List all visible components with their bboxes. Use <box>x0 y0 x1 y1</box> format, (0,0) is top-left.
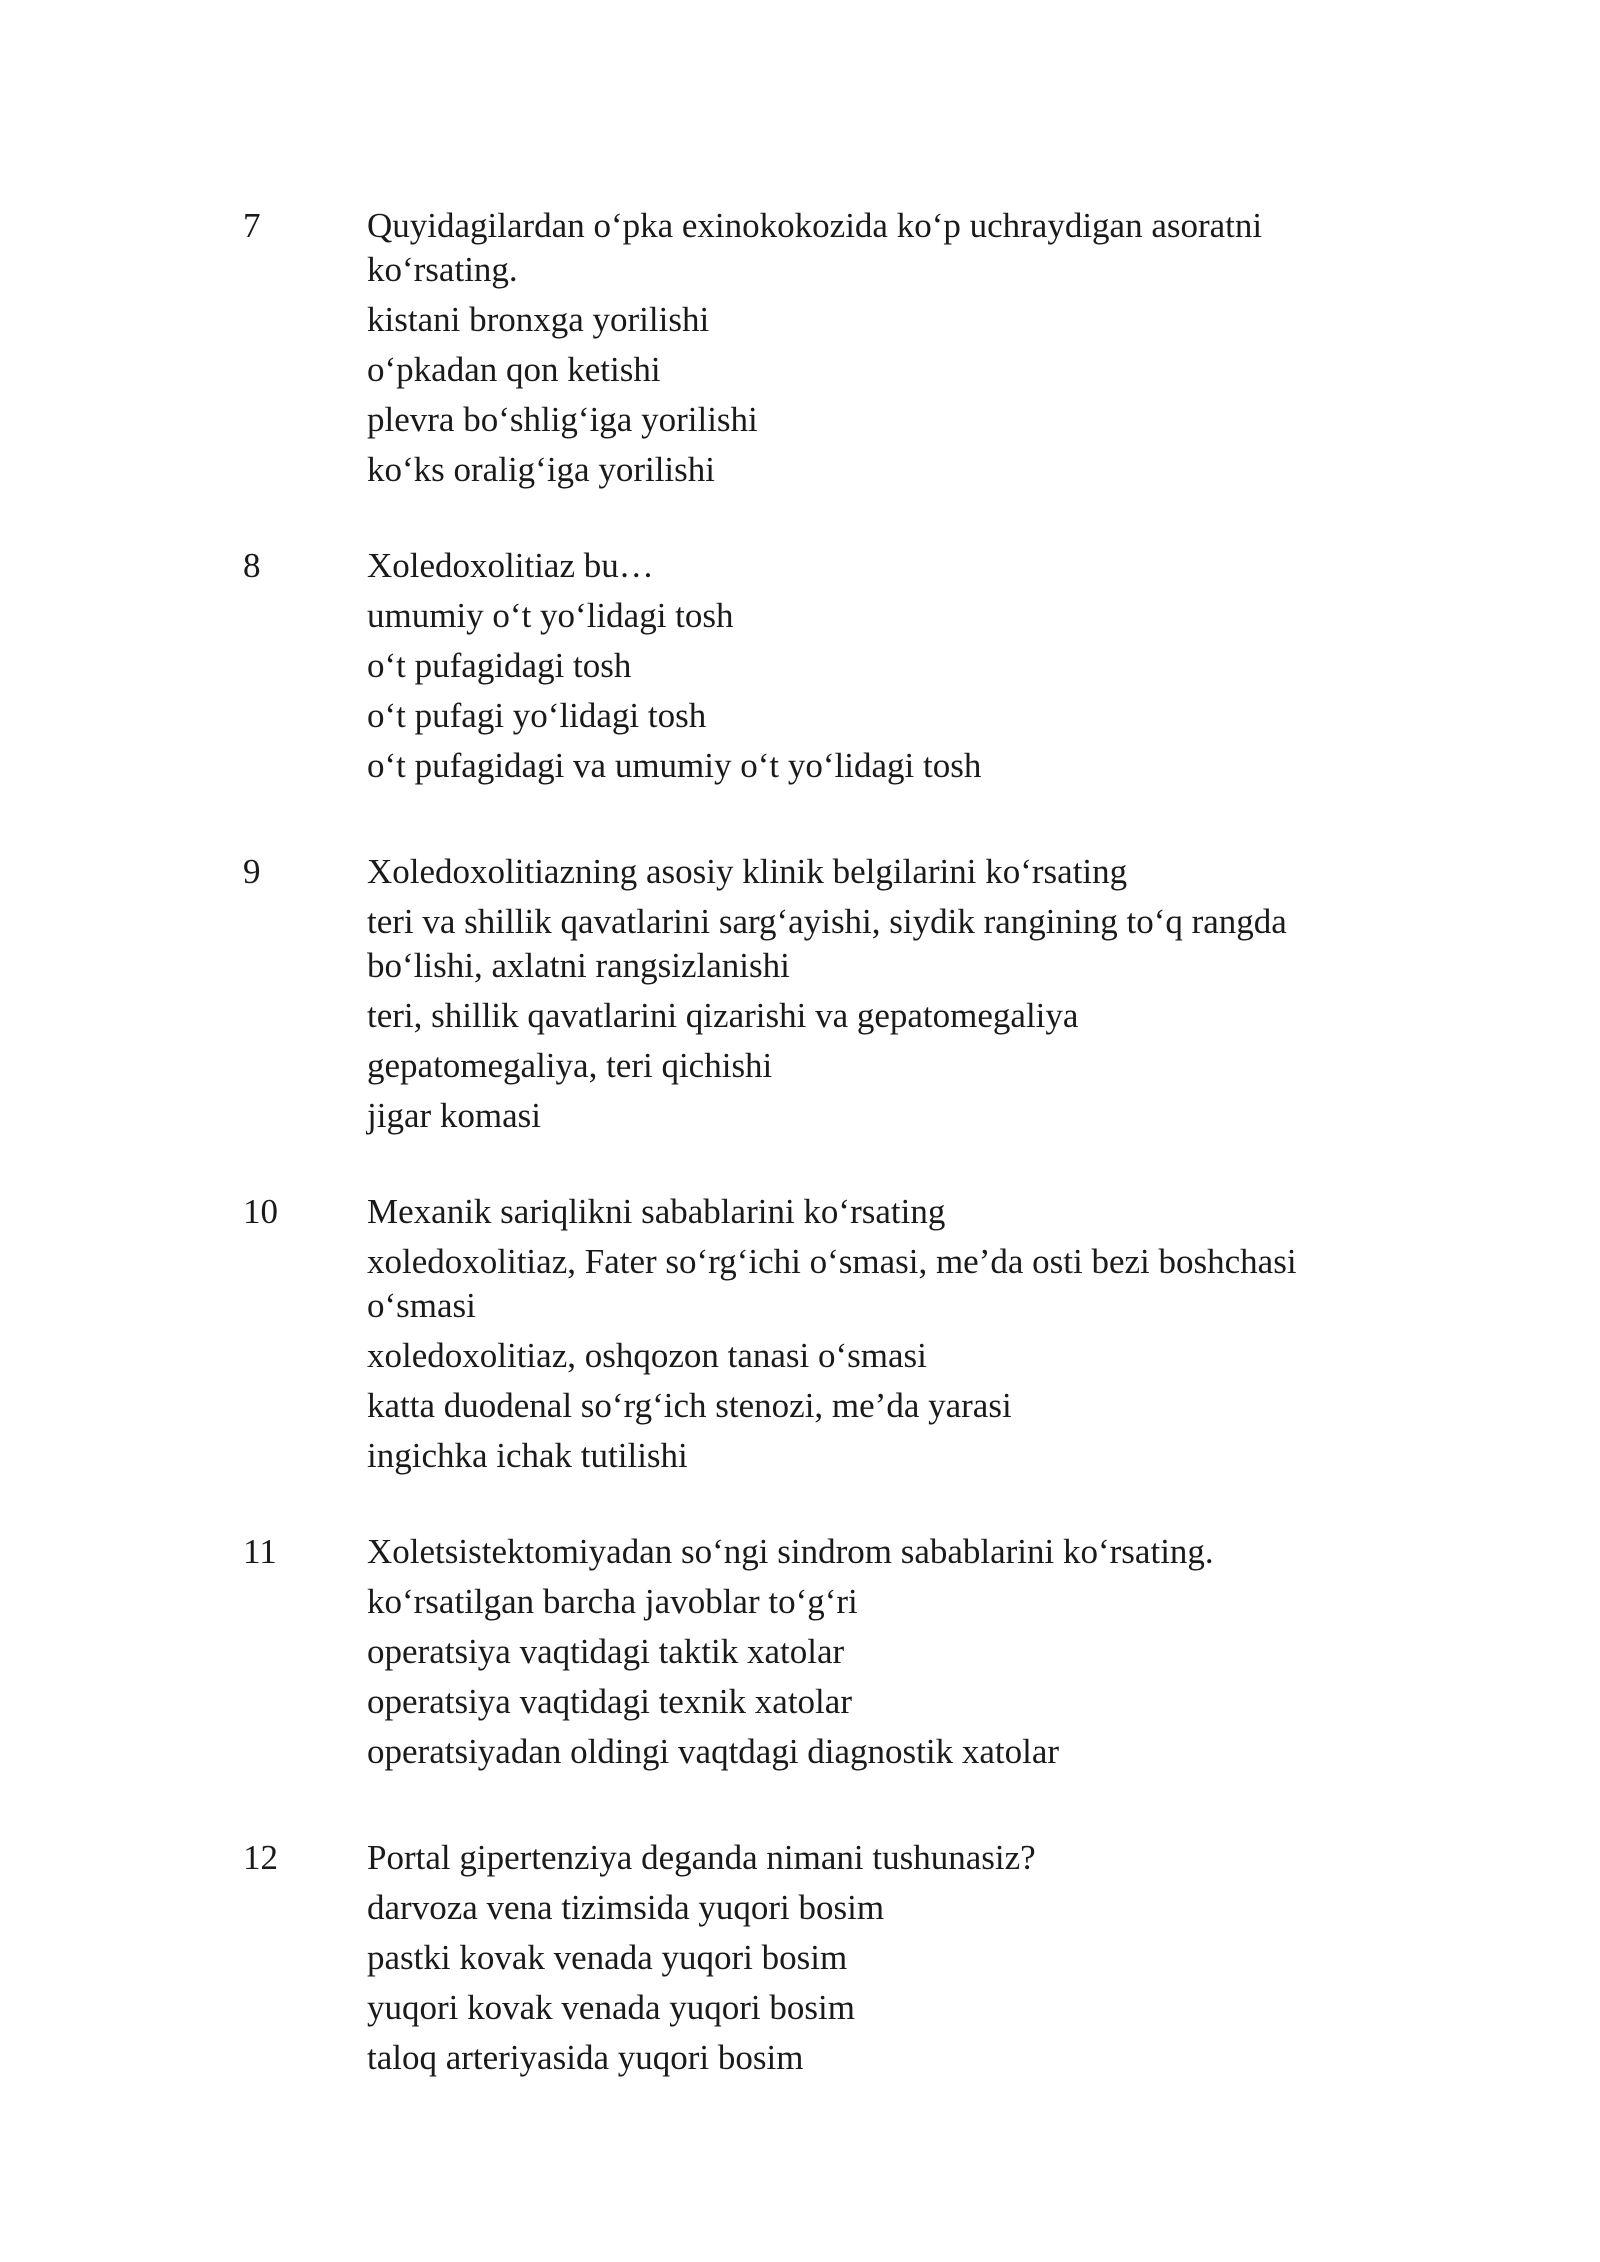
question-text: Mexanik sariqlikni sabablarini ko‘rsating <box>367 1192 946 1231</box>
answer-option: kistani bronxga yorilishi <box>367 300 710 339</box>
question-body <box>367 1530 1387 1780</box>
answer-option: o‘t pufagidagi va umumiy o‘t yo‘lidagi tosh <box>367 746 982 785</box>
answer-option: xoledoxolitiaz, oshqozon tanasi o‘smasi <box>367 1336 927 1375</box>
answer-option: darvoza vena tizimsida yuqori bosim <box>367 1888 885 1927</box>
answer-option: operatsiya vaqtidagi texnik xatolar <box>367 1682 852 1721</box>
answer-option: gepatomegaliya, teri qichishi <box>367 1046 773 1085</box>
answer-option: o‘pkadan qon ketishi <box>367 350 661 389</box>
question-body <box>367 1190 1387 1484</box>
question-number: 9 <box>243 852 261 891</box>
answer-option: jigar komasi <box>367 1096 541 1135</box>
answer-option: plevra bo‘shlig‘iga yorilishi <box>367 400 758 439</box>
answer-option: taloq arteriyasida yuqori bosim <box>367 2038 804 2077</box>
answer-option: umumiy o‘t yo‘lidagi tosh <box>367 596 734 635</box>
answer-option: xoledoxolitiaz, Fater so‘rg‘ichi o‘smasi, me’da osti bezi boshchasi o‘smasi <box>367 1242 1297 1325</box>
answer-option: o‘t pufagi yo‘lidagi tosh <box>367 696 707 735</box>
question-number: 8 <box>243 546 261 585</box>
question-text: Quyidagilardan o‘pka exinokokozida ko‘p uchraydigan asoratni ko‘rsating. <box>367 206 1263 289</box>
answer-option: yuqori kovak venada yuqori bosim <box>367 1988 855 2027</box>
answer-option: operatsiya vaqtidagi taktik xatolar <box>367 1632 845 1671</box>
question-number: 12 <box>243 1838 278 1877</box>
answer-option: operatsiyadan oldingi vaqtdagi diagnostik xatolar <box>367 1732 1060 1771</box>
question-body <box>367 204 1387 498</box>
answer-option: teri va shillik qavatlarini sarg‘ayishi, siydik rangining to‘q rangda bo‘lishi, axlatni rangsizlanishi <box>367 902 1287 985</box>
question-text: Portal gipertenziya deganda nimani tushunasiz? <box>367 1838 1036 1877</box>
question-text: Xoletsistektomiyadan so‘ngi sindrom sabablarini ko‘rsating. <box>367 1532 1214 1571</box>
answer-option: pastki kovak venada yuqori bosim <box>367 1938 848 1977</box>
answer-option: teri, shillik qavatlarini qizarishi va gepatomegaliya <box>367 996 1079 1035</box>
answer-option: ko‘rsatilgan barcha javoblar to‘g‘ri <box>367 1582 858 1621</box>
question-number: 10 <box>243 1192 278 1231</box>
question-text: Xoledoxolitiazning asosiy klinik belgilarini ko‘rsating <box>367 852 1128 891</box>
answer-option: ko‘ks oralig‘iga yorilishi <box>367 450 716 489</box>
answer-option: o‘t pufagidagi tosh <box>367 646 632 685</box>
answer-option: katta duodenal so‘rg‘ich stenozi, me’da yarasi <box>367 1386 1012 1425</box>
answer-option: ingichka ichak tutilishi <box>367 1436 688 1475</box>
question-text: Xoledoxolitiaz bu… <box>367 546 654 585</box>
question-body <box>367 1836 1387 2086</box>
question-body <box>367 850 1387 1144</box>
question-number: 11 <box>243 1532 277 1571</box>
question-body <box>367 544 1387 794</box>
question-number: 7 <box>243 206 261 245</box>
